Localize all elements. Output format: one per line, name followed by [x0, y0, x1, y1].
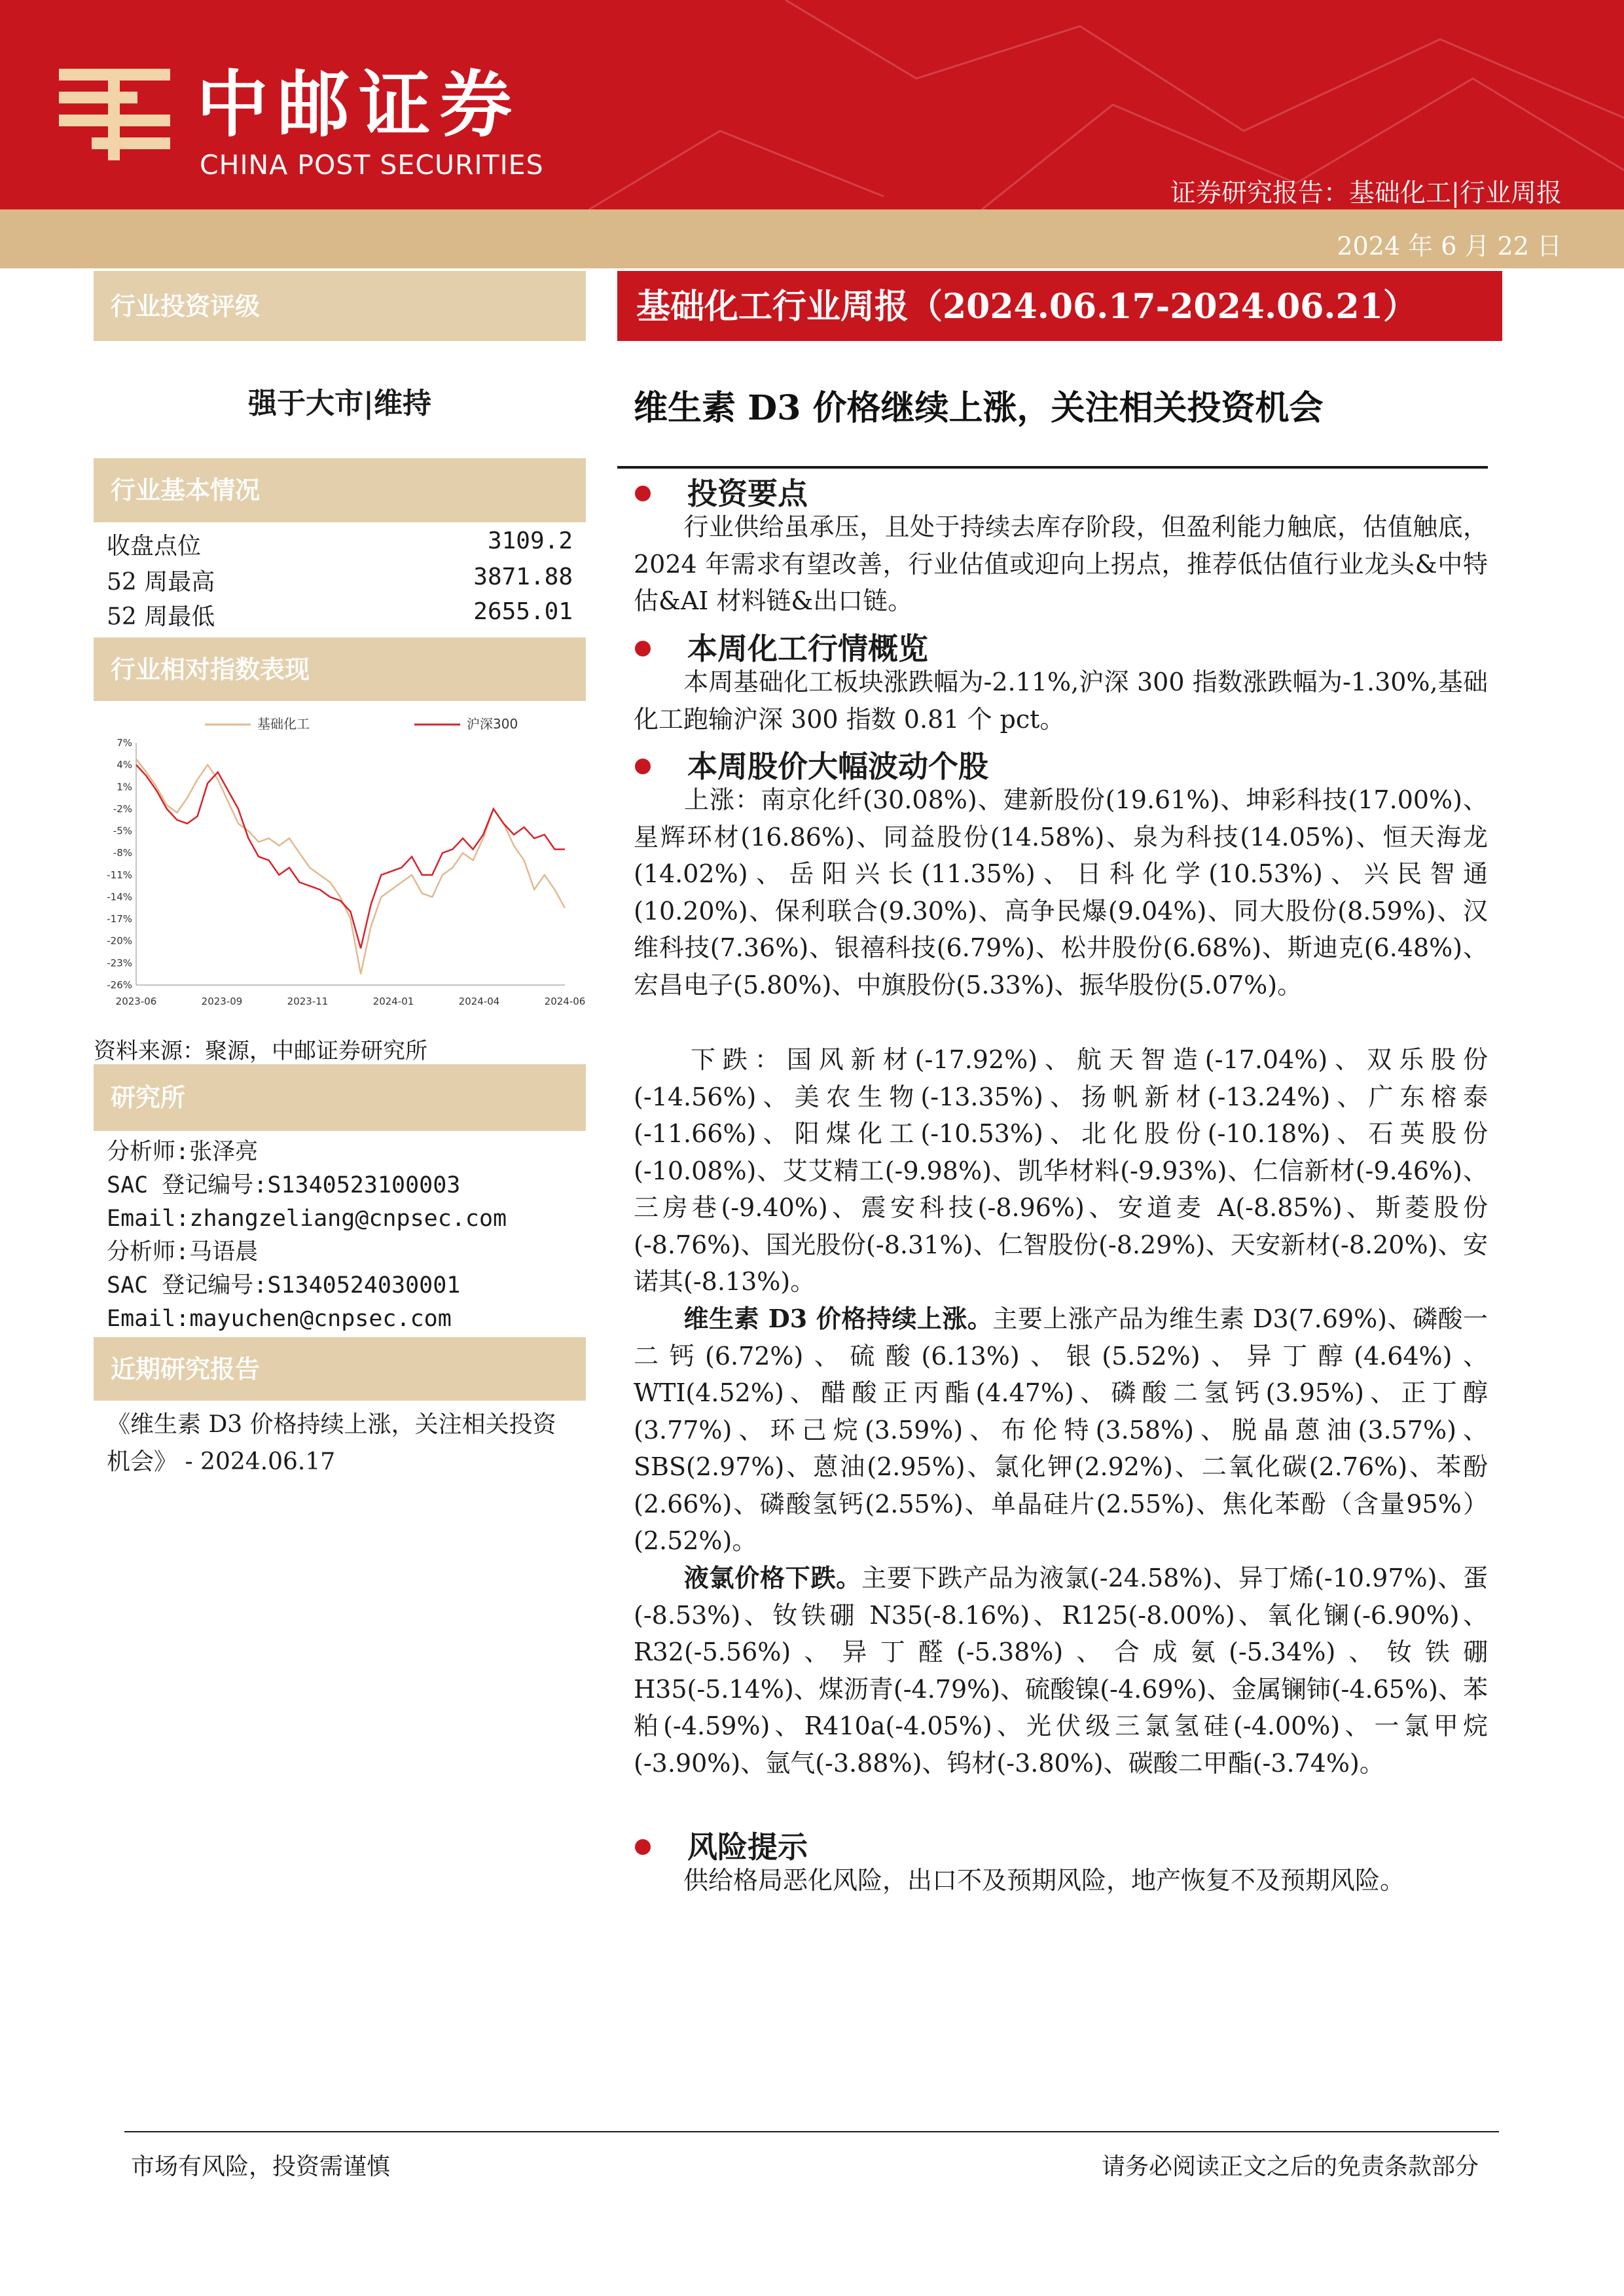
section-risk	[635, 1823, 808, 1867]
logo-text-en: CHINA POST SECURITIES	[200, 149, 544, 181]
paragraph-text: 供给格局恶化风险，出口不及预期风险，地产恢复不及预期风险。	[683, 1866, 1405, 1895]
analyst-sac-2: SAC 登记编号:S1340524030001	[107, 1272, 461, 1299]
risk-text	[634, 1862, 1488, 1899]
index-perf-heading: 行业相对指数表现	[94, 637, 586, 701]
paragraph-text: 主要下跌产品为液氯(-24.58%)、异丁烯(-10.97%)、蛋(-8.53%)、钕铁硼 N35(-8.16%)、R125(-8.00%)、氧化镧(-6.90%)、R32(-5.56%)、异丁醛(-5.38%)、合成氨(-5.34%)、钕铁硼 H35(-5.14%)、煤沥青(-4.79%)、硫酸镍(-4.69%)、金属镧铈(-4.65%)、苯 粕(-4.59%)、R410a(-4.05%)、光伏级三氯氢硅(-4.00%)、一氯甲烷(-3.90%)、氩气(-3.88%)、钨材(-3.80%)、碳酸二甲酯(-3.74%)。	[634, 1564, 1488, 1778]
basic-label: 52 周最高	[107, 569, 215, 596]
logo-text-cn: 中邮证券	[196, 63, 521, 147]
y-tick-label: -14%	[107, 891, 132, 903]
analyst-name-1: 分析师:张泽亮	[107, 1139, 259, 1165]
x-tick-label: 2024-01	[372, 996, 414, 1007]
legend-label: 基础化工	[257, 716, 310, 732]
basic-info-heading: 行业基本情况	[94, 458, 586, 522]
paragraph-lead: 维生素 D3 价格持续上涨。	[683, 1304, 993, 1333]
legend-label: 沪深300	[467, 716, 518, 732]
paragraph-lead: 液氯价格下跌。	[683, 1563, 862, 1592]
y-tick-label: -2%	[113, 802, 132, 815]
chart-source: 资料来源：聚源，中邮证券研究所	[94, 1038, 427, 1064]
report-type: 证券研究报告：基础化工|行业周报	[1170, 179, 1562, 208]
section-investment-points	[635, 470, 808, 513]
y-tick-label: -11%	[107, 869, 132, 881]
analyst-email-1[interactable]: Email:zhangzeliang@cnpsec.com	[107, 1206, 507, 1232]
x-tick-label: 2023-09	[201, 996, 243, 1007]
paragraph-text: 主要上涨产品为维生素 D3(7.69%)、磷酸一二钙(6.72%)、硫酸(6.13%)、银(5.52%)、异丁醇(4.64%)、WTI(4.52%)、醋酸正丙酯(4.47%)、磷酸二氢钙(3.95%)、正丁醇(3.77%)、环己烷(3.59%)、布伦特(3.58%)、脱晶蒽油(3.57%)、SBS(2.97%)、蒽油(2.95%)、氯化钾(2.92%)、二氧化碳(2.76%)、苯酚(2.66%)、磷酸氢钙(2.55%)、单晶硅片(2.55%)、焦化苯酚（含量95%）(2.52%)。	[634, 1304, 1489, 1555]
x-tick-label: 2024-04	[458, 996, 500, 1007]
basic-label: 收盘点位	[107, 533, 202, 560]
bullet-icon	[635, 759, 651, 774]
basic-row-high	[107, 564, 573, 597]
section-title: 投资要点	[687, 476, 808, 511]
section-market-overview	[635, 625, 928, 668]
analyst-sac-1: SAC 登记编号:S1340523100003	[107, 1172, 461, 1198]
bullet-icon	[635, 486, 651, 501]
market-overview-text	[634, 664, 1488, 738]
industry-rating: 强于大市|维持	[247, 387, 431, 420]
basic-value: 2655.01	[473, 598, 573, 625]
y-tick-label: -26%	[107, 979, 132, 991]
y-tick-label: 7%	[117, 737, 132, 749]
recent-report-link[interactable]: 《维生素 D3 价格持续上涨，关注相关投资机会》 - 2024.06.17	[107, 1411, 556, 1475]
paragraph-text: 行业供给虽承压，且处于持续去库存阶段，但盈利能力触底，估值触底，2024 年需求有望改善，行业估值或迎向上拐点，推荐低估值行业龙头&中特估&AI 材料链&出口链。	[634, 512, 1488, 615]
footer-disclaimer-note: 请务必阅读正文之后的免责条款部分	[1101, 2153, 1479, 2180]
y-tick-label: 4%	[117, 759, 132, 771]
y-tick-label: -20%	[107, 935, 132, 947]
stock-losers-text	[634, 1041, 1488, 1300]
research-heading: 研究所	[94, 1064, 586, 1131]
index-perf-chart	[94, 707, 586, 1014]
y-tick-label: 1%	[117, 781, 132, 793]
paragraph-text: 上涨：南京化纤(30.08%)、建新股份(19.61%)、坤彩科技(17.00%)、星辉环材(16.86%)、同益股份(14.58%)、泉为科技(14.05%)、恒天海龙(14.02%)、岳阳兴长(11.35%)、日科化学(10.53%)、兴民智通(10.20%)、保利联合(9.30%)、高争民爆(9.04%)、同大股份(8.59%)、汉维科技(7.36%)、银禧科技(6.79%)、松井股份(6.68%)、斯迪克(6.48%)、宏昌电子(5.80%)、中旗股份(5.33%)、振华股份(5.07%)。	[634, 785, 1488, 999]
section-title: 本周股价大幅波动个股	[687, 749, 988, 784]
x-tick-label: 2023-11	[287, 996, 329, 1007]
y-tick-label: -8%	[113, 847, 132, 859]
rating-heading: 行业投资评级	[94, 271, 586, 341]
analyst-info	[107, 1136, 507, 1336]
chlorine-fall-text	[634, 1560, 1488, 1782]
basic-label: 52 周最低	[107, 603, 215, 630]
section-title: 风险提示	[687, 1829, 808, 1865]
logo-mark-icon	[52, 62, 177, 167]
basic-value: 3109.2	[487, 528, 573, 554]
report-date: 2024 年 6 月 22 日	[1337, 232, 1562, 260]
x-tick-label: 2024-06	[544, 996, 586, 1007]
vd3-rise-text	[634, 1300, 1488, 1560]
bullet-icon	[635, 641, 651, 656]
recent-reports-heading: 近期研究报告	[94, 1337, 586, 1401]
basic-value: 3871.88	[473, 564, 573, 590]
x-tick-label: 2023-06	[115, 996, 157, 1007]
section-stock-movers	[635, 743, 988, 786]
section-title: 本周化工行情概览	[687, 631, 928, 666]
footer-risk-note: 市场有风险，投资需谨慎	[131, 2153, 391, 2180]
basic-row-low	[107, 598, 573, 632]
y-tick-label: -5%	[113, 825, 132, 837]
investment-points-text	[634, 509, 1488, 620]
report-title: 基础化工行业周报（2024.06.17-2024.06.21）	[636, 287, 1417, 327]
stock-gainers-text	[634, 781, 1488, 1003]
y-tick-label: -17%	[107, 913, 132, 925]
report-subtitle: 维生素 D3 价格继续上涨，关注相关投资机会	[634, 388, 1324, 428]
divider	[617, 466, 1488, 469]
analyst-name-2: 分析师:马语晨	[107, 1239, 259, 1265]
series-line-1	[136, 759, 565, 975]
footer-divider	[124, 2131, 1499, 2132]
paragraph-text: 下跌：国风新材(-17.92%)、航天智造(-17.04%)、双乐股份(-14.56%)、美农生物(-13.35%)、扬帆新材(-13.24%)、广东榕泰(-11.66%)、阳煤化工(-10.53%)、北化股份(-10.18%)、石英股份(-10.08%)、艾艾精工(-9.98%)、凯华材料(-9.93%)、仁信新材(-9.46%)、三房巷(-9.40%)、震安科技(-8.96%)、安道麦 A(-8.85%)、斯菱股份(-8.76%)、国光股份(-8.31%)、仁智股份(-8.29%)、天安新材(-8.20%)、安诺其(-8.13%)。	[634, 1045, 1488, 1296]
basic-row-close	[107, 528, 573, 561]
bullet-icon	[635, 1839, 651, 1855]
paragraph-text: 本周基础化工板块涨跌幅为-2.11%,沪深 300 指数涨跌幅为-1.30%,基础化工跑输沪深 300 指数 0.81 个 pct。	[634, 668, 1488, 734]
y-tick-label: -23%	[107, 957, 132, 969]
analyst-email-2[interactable]: Email:mayuchen@cnpsec.com	[107, 1306, 452, 1332]
